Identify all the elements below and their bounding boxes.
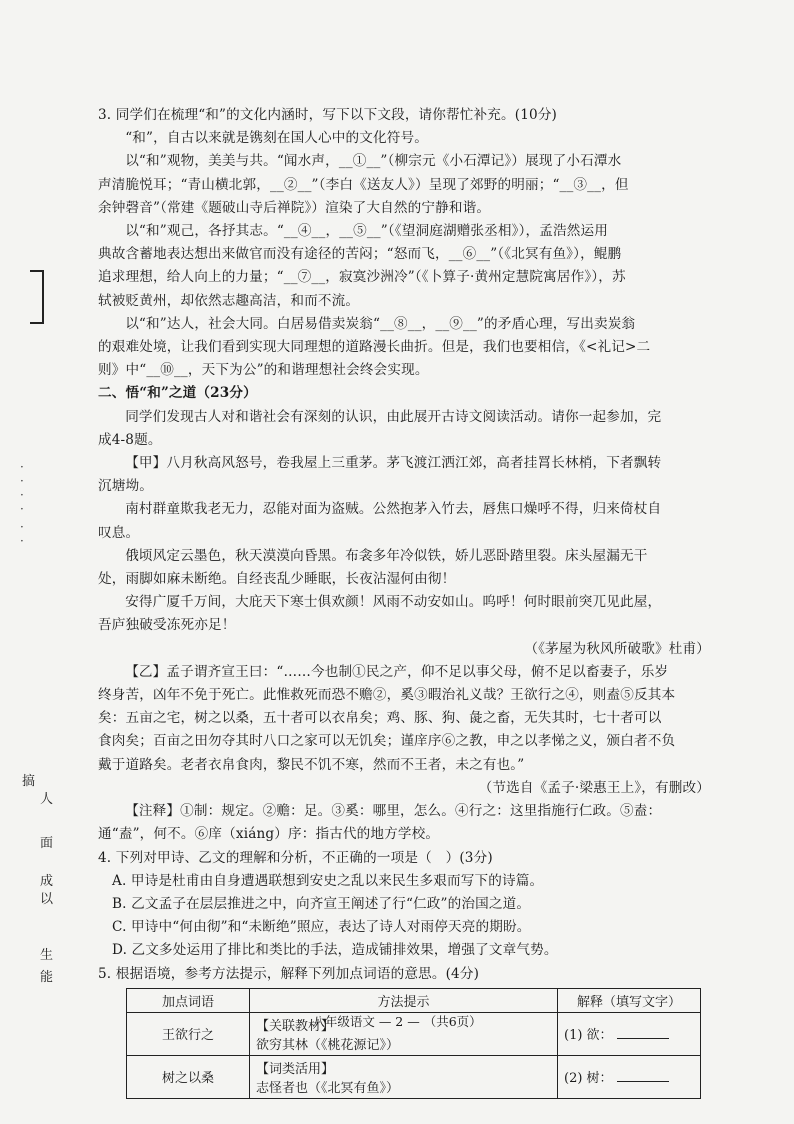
poem-line: 沉塘坳。 [98, 478, 153, 495]
poem-source: （《茅屋为秋风所破歌》杜甫） [524, 640, 710, 657]
prose-line: 【乙】孟子谓齐宣王曰：“……今也制①民之产，仰不足以事父母，俯不足以畜妻子，乐岁 [125, 663, 669, 680]
answer-label: (1) 欲： [564, 1028, 613, 1044]
question-4-title: 4. 下列对甲诗、乙文的理解和分析，不正确的一项是（ ）(3分) [98, 849, 493, 866]
paragraph-line: 以“和”达人，社会大同。白居易借卖炭翁“__⑧__，__⑨__”的矛盾心理，写出卖炭翁 [125, 315, 636, 332]
option-d: D. 乙文多处运用了排比和类比的手法，造成铺排效果，增强了文章气势。 [112, 942, 558, 959]
answer-blank[interactable] [617, 1081, 669, 1082]
table-cell-word: 树之以桑 [127, 1055, 250, 1098]
option-b: B. 乙文孟子在层层推进之中，向齐宣王阐述了行“仁政”的治国之道。 [112, 895, 531, 912]
answer-label: (2) 树： [564, 1071, 613, 1087]
prose-line: 戴于道路矣。老者衣帛食肉，黎民不饥不寒，然而不王者，未之有也。” [98, 756, 525, 773]
section-2-heading: 二、悟“和”之道（23分） [98, 385, 257, 402]
margin-char: 能 [40, 970, 54, 985]
paragraph-line: 典故含蓄地表达想出来做官而没有途径的苦闷；“怒而飞，__⑥__”（《北冥有鱼》），鲲鹏 [98, 246, 622, 263]
option-c: C. 甲诗中“何由彻”和“未断绝”照应，表达了诗人对雨停天亮的期盼。 [112, 919, 531, 936]
question-5-title: 5. 根据语境，参考方法提示，解释下列加点词语的意思。(4分) [98, 965, 480, 982]
question-content [98, 104, 710, 1099]
hint-title: 【词类活用】 [256, 1061, 335, 1077]
prose-source: （节选自《孟子·梁惠王上》，有删改） [478, 779, 710, 796]
hint-text: 欲穷其林（《桃花源记》） [256, 1037, 400, 1053]
paragraph-line: 同学们发现古人对和谐社会有深刻的认识，由此展开古诗文阅读活动。请你一起参加，完 [125, 408, 662, 425]
prose-line: 终身苦，凶年不免于死亡。此惟救死而恐不赡②，奚③暇治礼义哉？王欲行之④，则盍⑤反其本 [98, 687, 676, 704]
paragraph-line: 成4-8题。 [98, 431, 162, 448]
question-3-title: 3. 同学们在梳理“和”的文化内涵时，写下以下文段，请你帮忙补充。(10分) [98, 107, 558, 123]
prose-line: 食肉矣；百亩之田勿夺其时八口之家可以无饥矣；谨庠序⑥之教，申之以孝悌之义，颁白者不负 [98, 733, 676, 750]
binding-bracket [30, 270, 44, 324]
paragraph-line: 的艰难处境，让我们看到实现大同理想的道路漫长曲折。但是，我们也要相信，《<礼记>二 [98, 339, 651, 356]
table-cell-hint [250, 1055, 558, 1098]
paragraph-line: 轼被贬黄州，却依然志趣高洁，和而不流。 [98, 292, 360, 309]
table-cell-word: 王欲行之 [127, 1012, 250, 1055]
paragraph-line: 以“和”观己，各抒其志。“__④__，__⑤__”（《望洞庭湖赠张丞相》），孟浩然运用 [125, 223, 609, 240]
binding-dots-2: · · [20, 520, 24, 548]
paragraph-line: 声清脆悦耳；“青山横北郭，__②__”（李白《送友人》）呈现了郊野的明丽；“__③__，但 [98, 176, 629, 193]
poem-line: 【甲】八月秋高风怒号，卷我屋上三重茅。茅飞渡江洒江郊，高者挂罥长林梢，下者飘转 [125, 455, 662, 472]
notes-line: 【注释】①制：规定。②赡：足。③奚：哪里，怎么。④行之：这里指施行仁政。⑤盍： [125, 803, 662, 820]
margin-char: 搞 [22, 774, 36, 789]
table-header: 解释（填写文字） [558, 988, 701, 1012]
paragraph-line: 则》中“__⑩__，天下为公”的和谐理想社会终会实现。 [98, 362, 429, 379]
prose-line: 矣：五亩之宅，树之以桑，五十者可以衣帛矣；鸡、豚、狗、彘之畜，无失其时，七十者可以 [98, 710, 662, 727]
margin-char: 面 [40, 836, 54, 851]
poem-line: 南村群童欺我老无力，忍能对面为盗贼。公然抱茅入竹去，唇焦口燥呼不得，归来倚杖自 [125, 501, 662, 518]
table-header-row [127, 988, 701, 1012]
notes-line: 通“盍”，何不。⑥庠（xiáng）序：指古代的地方学校。 [98, 826, 440, 843]
paragraph-line: 追求理想，给人向上的力量；“__⑦__，寂寞沙洲冷”（《卜算子·黄州定慧院寓居作》），苏 [98, 269, 626, 286]
answer-blank[interactable] [617, 1038, 669, 1039]
hint-title: 【关联教材】 [256, 1018, 335, 1034]
margin-char: 人 [40, 792, 54, 807]
paragraph-line: “和”，自古以来就是镌刻在国人心中的文化符号。 [125, 130, 429, 147]
paragraph-line: 余钟磬音”（常建《题破山寺后禅院》）渲染了大自然的宁静和谐。 [98, 199, 491, 216]
table-cell-answer [558, 1055, 701, 1098]
poem-line: 安得广厦千万间，大庇天下寒士俱欢颜！风雨不动安如山。呜呼！何时眼前突兀见此屋， [125, 594, 662, 611]
binding-dots: · · · · [20, 460, 24, 516]
table-header: 加点词语 [127, 988, 250, 1012]
margin-char: 成 [40, 874, 54, 889]
margin-char: 生 [40, 948, 54, 963]
poem-line: 吾庐独破受冻死亦足！ [98, 617, 236, 634]
margin-char: 以 [40, 892, 54, 907]
answer-table [126, 988, 701, 1099]
hint-text: 志怪者也（《北冥有鱼》） [256, 1080, 400, 1096]
table-row [127, 1055, 701, 1098]
poem-line: 叹息。 [98, 524, 140, 541]
option-a: A. 甲诗是杜甫由自身遭遇联想到安史之乱以来民生多艰而写下的诗篇。 [112, 872, 544, 889]
paragraph-line: 以“和”观物，美美与共。“闻水声，__①__”（柳宗元《小石潭记》）展现了小石潭水 [125, 153, 622, 170]
poem-line: 俄顷风定云墨色，秋天漠漠向昏黑。布衾多年冷似铁，娇儿恶卧踏里裂。床头屋漏无干 [125, 547, 648, 564]
poem-line: 处，雨脚如麻未断绝。自经丧乱少睡眠，长夜沾湿何由彻！ [98, 571, 456, 588]
page-footer: 八年级语文 — 2 — （共6页） [312, 1014, 482, 1029]
table-header: 方法提示 [250, 988, 558, 1012]
